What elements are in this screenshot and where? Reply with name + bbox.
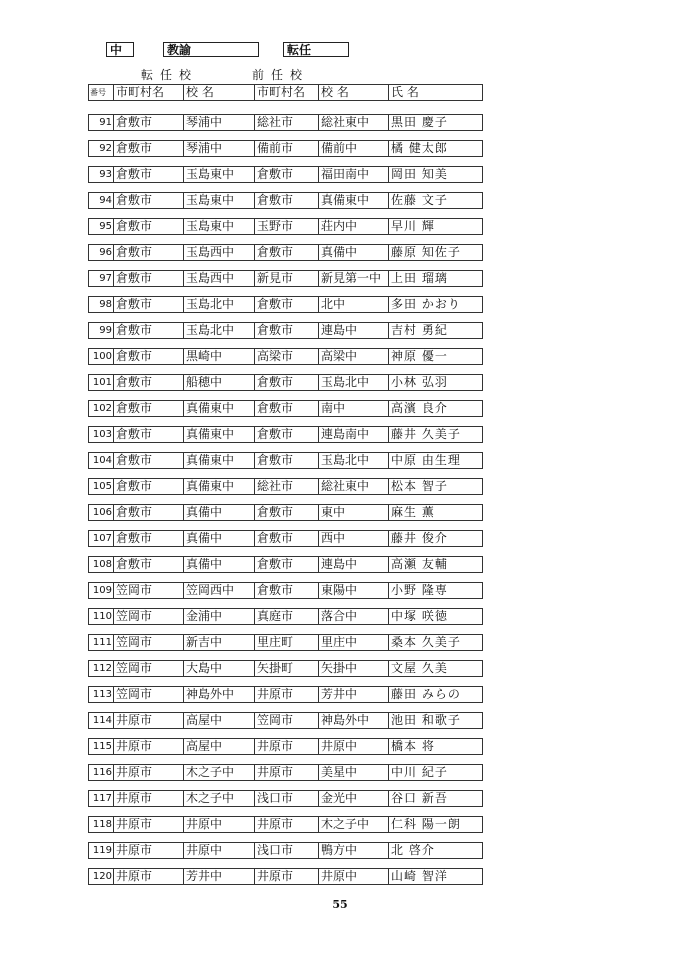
- cell-prev-school: 連島南中: [318, 426, 389, 443]
- cell-new-school: 井原中: [183, 816, 255, 833]
- cell-prev-city: 真庭市: [254, 608, 319, 625]
- table-row: [88, 712, 484, 729]
- cell-number: 106: [88, 504, 114, 521]
- cell-new-school: 船穂中: [183, 374, 255, 391]
- cell-number: 112: [88, 660, 114, 677]
- cell-new-city: 井原市: [113, 790, 184, 807]
- cell-new-school: 真備中: [183, 530, 255, 547]
- cell-new-city: 倉敷市: [113, 296, 184, 313]
- cell-name: 橋本 将: [388, 738, 483, 755]
- cell-new-city: 倉敷市: [113, 348, 184, 365]
- cell-number: 118: [88, 816, 114, 833]
- cell-new-school: 玉島北中: [183, 296, 255, 313]
- cell-new-city: 倉敷市: [113, 322, 184, 339]
- cell-prev-city: 井原市: [254, 868, 319, 885]
- cell-new-school: 真備東中: [183, 452, 255, 469]
- cell-prev-city: 倉敷市: [254, 400, 319, 417]
- cell-new-city: 笠岡市: [113, 686, 184, 703]
- cell-new-city: 倉敷市: [113, 114, 184, 131]
- cell-prev-school: 神島外中: [318, 712, 389, 729]
- cell-prev-city: 総社市: [254, 478, 319, 495]
- cell-new-city: 笠岡市: [113, 660, 184, 677]
- cell-new-city: 井原市: [113, 712, 184, 729]
- table-row: [88, 140, 484, 157]
- cell-number: 114: [88, 712, 114, 729]
- cell-name: 文屋 久美: [388, 660, 483, 677]
- cell-new-school: 高屋中: [183, 712, 255, 729]
- cell-prev-city: 倉敷市: [254, 244, 319, 261]
- cell-name: 藤田 みらの: [388, 686, 483, 703]
- cell-prev-city: 新見市: [254, 270, 319, 287]
- job-title-box: 教諭: [163, 42, 259, 57]
- cell-new-school: 琴浦中: [183, 140, 255, 157]
- cell-name: 松本 智子: [388, 478, 483, 495]
- cell-name: 藤原 知佐子: [388, 244, 483, 261]
- cell-prev-school: 新見第一中: [318, 270, 389, 287]
- cell-new-school: 真備中: [183, 556, 255, 573]
- cell-number: 92: [88, 140, 114, 157]
- cell-new-city: 笠岡市: [113, 582, 184, 599]
- cell-prev-school: 芳井中: [318, 686, 389, 703]
- cell-number: 109: [88, 582, 114, 599]
- cell-number: 105: [88, 478, 114, 495]
- cell-number: 110: [88, 608, 114, 625]
- cell-new-city: 倉敷市: [113, 478, 184, 495]
- cell-new-city: 倉敷市: [113, 244, 184, 261]
- cell-prev-city: 倉敷市: [254, 192, 319, 209]
- cell-number: 99: [88, 322, 114, 339]
- cell-prev-city: 備前市: [254, 140, 319, 157]
- cell-new-city: 倉敷市: [113, 270, 184, 287]
- cell-prev-school: 木之子中: [318, 816, 389, 833]
- cell-prev-city: 井原市: [254, 816, 319, 833]
- table-header: [88, 84, 484, 101]
- staff-transfer-table: [88, 114, 484, 894]
- cell-prev-city: 倉敷市: [254, 426, 319, 443]
- cell-new-school: 木之子中: [183, 764, 255, 781]
- cell-prev-school: 備前中: [318, 140, 389, 157]
- table-row: [88, 296, 484, 313]
- cell-number: 120: [88, 868, 114, 885]
- cell-prev-school: 連島中: [318, 322, 389, 339]
- previous-school-group-heading: 前任校: [252, 68, 310, 82]
- cell-new-city: 倉敷市: [113, 452, 184, 469]
- cell-prev-city: 玉野市: [254, 218, 319, 235]
- cell-name: 藤井 久美子: [388, 426, 483, 443]
- cell-number: 97: [88, 270, 114, 287]
- cell-new-school: 金浦中: [183, 608, 255, 625]
- cell-name: 仁科 陽一朗: [388, 816, 483, 833]
- cell-prev-school: 荘内中: [318, 218, 389, 235]
- cell-number: 100: [88, 348, 114, 365]
- table-row: [88, 504, 484, 521]
- cell-prev-city: 倉敷市: [254, 504, 319, 521]
- cell-prev-city: 笠岡市: [254, 712, 319, 729]
- table-row: [88, 426, 484, 443]
- cell-new-city: 倉敷市: [113, 166, 184, 183]
- cell-new-city: 井原市: [113, 738, 184, 755]
- cell-name: 岡田 知美: [388, 166, 483, 183]
- cell-number: 108: [88, 556, 114, 573]
- cell-prev-city: 倉敷市: [254, 166, 319, 183]
- cell-prev-city: 井原市: [254, 686, 319, 703]
- cell-prev-city: 里庄町: [254, 634, 319, 651]
- table-row: [88, 790, 484, 807]
- cell-name: 橘 健太郎: [388, 140, 483, 157]
- cell-prev-school: 玉島北中: [318, 452, 389, 469]
- cell-name: 多田 かおり: [388, 296, 483, 313]
- cell-new-city: 笠岡市: [113, 634, 184, 651]
- cell-prev-city: 倉敷市: [254, 374, 319, 391]
- cell-name: 中塚 咲徳: [388, 608, 483, 625]
- cell-new-school: 高屋中: [183, 738, 255, 755]
- cell-new-school: 笠岡西中: [183, 582, 255, 599]
- cell-number: 116: [88, 764, 114, 781]
- cell-number: 91: [88, 114, 114, 131]
- cell-new-city: 倉敷市: [113, 374, 184, 391]
- cell-new-school: 真備東中: [183, 478, 255, 495]
- school-level-box: 中: [106, 42, 134, 57]
- cell-prev-school: 福田南中: [318, 166, 389, 183]
- table-row: [88, 868, 484, 885]
- cell-number: 95: [88, 218, 114, 235]
- header-prev-city: 市町村名: [254, 84, 319, 101]
- cell-name: 中川 紀子: [388, 764, 483, 781]
- cell-prev-city: 総社市: [254, 114, 319, 131]
- cell-new-city: 井原市: [113, 842, 184, 859]
- table-row: [88, 634, 484, 651]
- cell-new-school: 真備東中: [183, 426, 255, 443]
- cell-number: 111: [88, 634, 114, 651]
- cell-new-city: 倉敷市: [113, 218, 184, 235]
- table-row: [88, 374, 484, 391]
- cell-prev-school: 玉島北中: [318, 374, 389, 391]
- transfer-type-box: 転任: [283, 42, 349, 57]
- table-row: [88, 192, 484, 209]
- cell-name: 中原 由生理: [388, 452, 483, 469]
- cell-new-school: 芳井中: [183, 868, 255, 885]
- cell-prev-city: 矢掛町: [254, 660, 319, 677]
- cell-prev-school: 高梁中: [318, 348, 389, 365]
- cell-new-school: 真備東中: [183, 400, 255, 417]
- cell-number: 102: [88, 400, 114, 417]
- cell-new-school: 真備中: [183, 504, 255, 521]
- header-name: 氏 名: [388, 84, 483, 101]
- cell-prev-school: 南中: [318, 400, 389, 417]
- cell-new-school: 玉島東中: [183, 218, 255, 235]
- cell-name: 高濱 良介: [388, 400, 483, 417]
- table-row: [88, 608, 484, 625]
- cell-prev-city: 浅口市: [254, 790, 319, 807]
- cell-new-school: 玉島北中: [183, 322, 255, 339]
- cell-prev-city: 倉敷市: [254, 530, 319, 547]
- cell-new-city: 倉敷市: [113, 556, 184, 573]
- cell-new-city: 倉敷市: [113, 530, 184, 547]
- header-prev-school: 校 名: [318, 84, 389, 101]
- cell-name: 小野 隆専: [388, 582, 483, 599]
- cell-name: 高瀬 友輔: [388, 556, 483, 573]
- table-row: [88, 400, 484, 417]
- cell-prev-school: 落合中: [318, 608, 389, 625]
- header-number: 番号: [88, 84, 114, 101]
- cell-new-school: 玉島東中: [183, 166, 255, 183]
- cell-number: 115: [88, 738, 114, 755]
- cell-prev-school: 矢掛中: [318, 660, 389, 677]
- header-new-city: 市町村名: [113, 84, 184, 101]
- cell-prev-city: 倉敷市: [254, 556, 319, 573]
- cell-new-school: 井原中: [183, 842, 255, 859]
- cell-new-city: 倉敷市: [113, 426, 184, 443]
- table-row: [88, 660, 484, 677]
- cell-prev-city: 倉敷市: [254, 582, 319, 599]
- cell-number: 94: [88, 192, 114, 209]
- cell-name: 北 啓介: [388, 842, 483, 859]
- cell-prev-city: 高梁市: [254, 348, 319, 365]
- cell-prev-school: 井原中: [318, 868, 389, 885]
- cell-new-school: 玉島東中: [183, 192, 255, 209]
- cell-new-school: 木之子中: [183, 790, 255, 807]
- cell-prev-school: 金光中: [318, 790, 389, 807]
- cell-prev-school: 鴨方中: [318, 842, 389, 859]
- cell-prev-school: 真備中: [318, 244, 389, 261]
- cell-prev-city: 井原市: [254, 738, 319, 755]
- table-row: [88, 218, 484, 235]
- table-row: [88, 582, 484, 599]
- cell-prev-city: 倉敷市: [254, 452, 319, 469]
- page-number: 55: [332, 898, 348, 911]
- cell-name: 小林 弘羽: [388, 374, 483, 391]
- cell-number: 119: [88, 842, 114, 859]
- cell-name: 早川 輝: [388, 218, 483, 235]
- cell-number: 104: [88, 452, 114, 469]
- cell-prev-city: 倉敷市: [254, 296, 319, 313]
- table-row: [88, 244, 484, 261]
- cell-prev-city: 倉敷市: [254, 322, 319, 339]
- cell-prev-school: 真備東中: [318, 192, 389, 209]
- table-row: [88, 348, 484, 365]
- cell-new-city: 井原市: [113, 868, 184, 885]
- cell-number: 117: [88, 790, 114, 807]
- cell-number: 93: [88, 166, 114, 183]
- cell-new-city: 倉敷市: [113, 192, 184, 209]
- cell-name: 佐藤 文子: [388, 192, 483, 209]
- table-row: [88, 738, 484, 755]
- cell-prev-school: 東中: [318, 504, 389, 521]
- cell-new-school: 黒崎中: [183, 348, 255, 365]
- cell-name: 神原 優一: [388, 348, 483, 365]
- cell-prev-school: 総社東中: [318, 114, 389, 131]
- cell-new-city: 倉敷市: [113, 400, 184, 417]
- new-school-group-heading: 転任校: [141, 68, 199, 82]
- cell-new-city: 井原市: [113, 764, 184, 781]
- cell-new-school: 琴浦中: [183, 114, 255, 131]
- cell-prev-school: 連島中: [318, 556, 389, 573]
- cell-name: 麻生 薫: [388, 504, 483, 521]
- cell-name: 藤井 俊介: [388, 530, 483, 547]
- cell-number: 107: [88, 530, 114, 547]
- cell-new-city: 倉敷市: [113, 504, 184, 521]
- cell-number: 96: [88, 244, 114, 261]
- cell-prev-city: 浅口市: [254, 842, 319, 859]
- table-row: [88, 478, 484, 495]
- cell-new-school: 玉島西中: [183, 244, 255, 261]
- cell-prev-school: 美星中: [318, 764, 389, 781]
- cell-new-school: 新吉中: [183, 634, 255, 651]
- cell-new-school: 神島外中: [183, 686, 255, 703]
- cell-prev-school: 井原中: [318, 738, 389, 755]
- cell-name: 山崎 智洋: [388, 868, 483, 885]
- cell-number: 101: [88, 374, 114, 391]
- cell-new-city: 倉敷市: [113, 140, 184, 157]
- cell-number: 98: [88, 296, 114, 313]
- table-row: [88, 764, 484, 781]
- table-row: [88, 452, 484, 469]
- table-row: [88, 842, 484, 859]
- cell-prev-school: 西中: [318, 530, 389, 547]
- table-row: [88, 530, 484, 547]
- cell-number: 103: [88, 426, 114, 443]
- cell-name: 黒田 慶子: [388, 114, 483, 131]
- table-row: [88, 166, 484, 183]
- cell-prev-city: 井原市: [254, 764, 319, 781]
- table-row: [88, 322, 484, 339]
- cell-name: 上田 瑠璃: [388, 270, 483, 287]
- table-row: [88, 686, 484, 703]
- cell-prev-school: 里庄中: [318, 634, 389, 651]
- cell-new-school: 玉島西中: [183, 270, 255, 287]
- cell-name: 吉村 勇紀: [388, 322, 483, 339]
- table-row: [88, 114, 484, 131]
- cell-new-school: 大島中: [183, 660, 255, 677]
- cell-new-city: 井原市: [113, 816, 184, 833]
- header-new-school: 校 名: [183, 84, 255, 101]
- table-row: [88, 816, 484, 833]
- cell-name: 池田 和歌子: [388, 712, 483, 729]
- table-row: [88, 270, 484, 287]
- cell-prev-school: 東陽中: [318, 582, 389, 599]
- cell-prev-school: 総社東中: [318, 478, 389, 495]
- cell-new-city: 笠岡市: [113, 608, 184, 625]
- cell-name: 桑本 久美子: [388, 634, 483, 651]
- cell-name: 谷口 新吾: [388, 790, 483, 807]
- table-row: [88, 556, 484, 573]
- cell-prev-school: 北中: [318, 296, 389, 313]
- cell-number: 113: [88, 686, 114, 703]
